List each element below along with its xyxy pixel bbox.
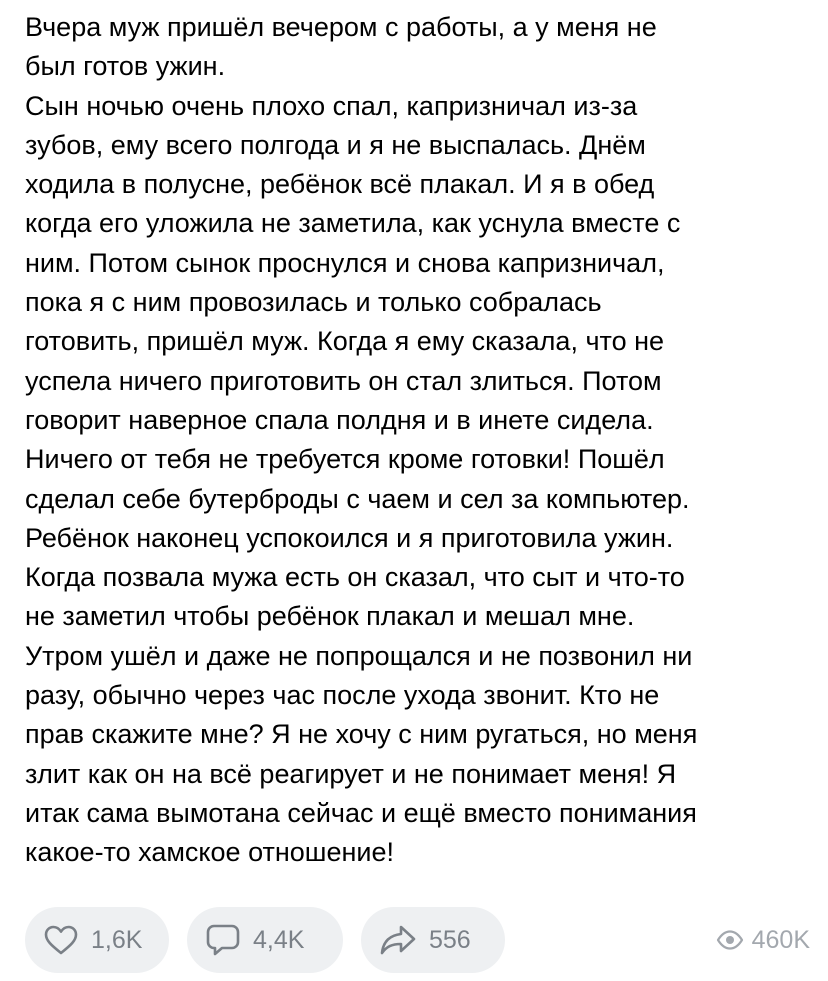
post-text-line: Ребёнок наконец успокоился и я приготовила ужин. bbox=[25, 522, 674, 553]
post-text-line: успела ничего приготовить он стал злиться. Потом bbox=[25, 365, 662, 396]
post-text bbox=[25, 8, 810, 873]
comment-button[interactable] bbox=[187, 907, 343, 973]
like-button[interactable] bbox=[25, 907, 169, 973]
post-text-line: ходила в полусне, ребёнок всё плакал. И я в обед bbox=[25, 169, 655, 200]
post-text-line: Сын ночью очень плохо спал, капризничал из-за bbox=[25, 90, 638, 121]
post-text-line: ним. Потом сынок проснулся и снова капризничал, bbox=[25, 247, 665, 278]
post-text-line: какое-то хамское отношение! bbox=[25, 837, 394, 868]
post-text-line: сделал себе бутерброды с чаем и сел за компьютер. bbox=[25, 483, 690, 514]
post-text-line: пока я с ним провозилась и только собралась bbox=[25, 287, 602, 318]
heart-icon bbox=[43, 924, 79, 956]
post-text-line: злит как он на всё реагирует и не понимает меня! Я bbox=[25, 758, 677, 789]
views-count: 460K bbox=[751, 925, 810, 954]
comment-count: 4,4K bbox=[253, 925, 305, 954]
post-text-line: Утром ушёл и даже не попрощался и не позвонил ни bbox=[25, 640, 693, 671]
post-text-line: говорит наверное спала полдня и в инете сидела. bbox=[25, 404, 654, 435]
post-text-line: Когда позвала мужа есть он сказал, что сыт и что-то bbox=[25, 562, 685, 593]
post-text-line: итак сама вымотана сейчас и ещё вместо понимания bbox=[25, 797, 697, 828]
post-text-line: не заметил чтобы ребёнок плакал и мешал мне. bbox=[25, 601, 635, 632]
comment-icon bbox=[205, 922, 241, 958]
like-count: 1,6K bbox=[91, 925, 143, 954]
share-arrow-icon bbox=[379, 924, 417, 956]
post-text-line: Ничего от тебя не требуется кроме готовки! Пошёл bbox=[25, 444, 665, 475]
post-text-line: когда его уложила не заметила, как уснула вместе с bbox=[25, 208, 681, 239]
post-text-line: Вчера муж пришёл вечером с работы, а у меня не bbox=[25, 12, 657, 42]
post-actions-bar bbox=[25, 907, 810, 973]
views-counter bbox=[716, 907, 810, 973]
post-text-line: был готов ужин. bbox=[25, 51, 226, 82]
post-text-line: зубов, ему всего полгода и я не выспалась. Днём bbox=[25, 129, 646, 160]
post-text-line: прав скажите мне? Я не хочу с ним ругаться, но меня bbox=[25, 719, 698, 750]
post-text-line: разу, обычно через час после ухода звонит. Кто не bbox=[25, 680, 660, 711]
share-count: 556 bbox=[429, 925, 471, 954]
post-text-line: готовить, пришёл муж. Когда я ему сказала, что не bbox=[25, 326, 665, 357]
share-button[interactable] bbox=[361, 907, 505, 973]
eye-icon bbox=[716, 930, 744, 950]
